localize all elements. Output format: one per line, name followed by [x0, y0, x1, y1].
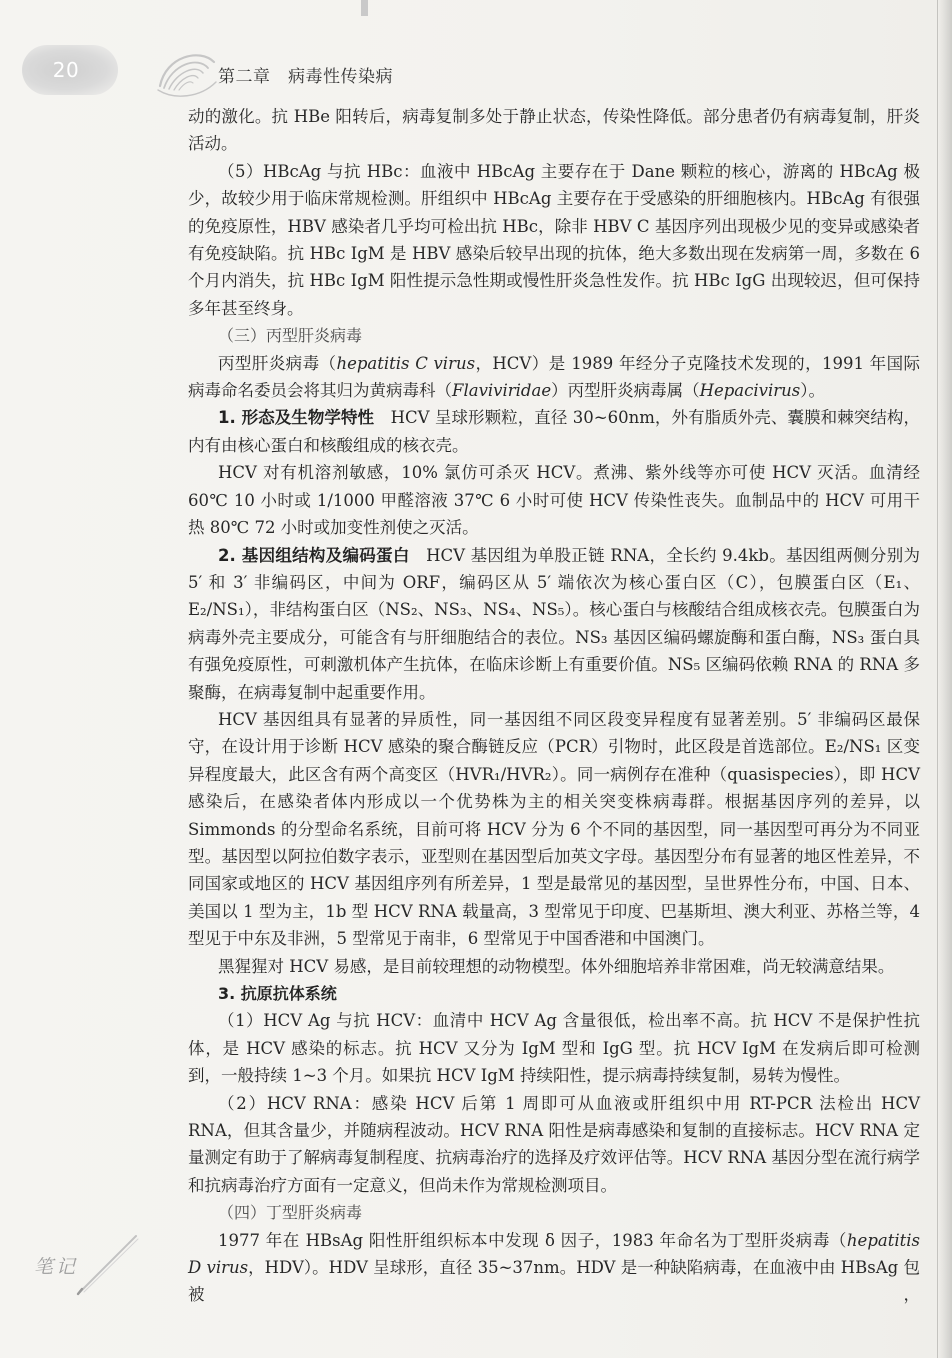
paragraph-animal-model: 黑猩猩对 HCV 易感，是目前较理想的动物模型。体外细胞培养非常困难，尚无较满意结果。: [218, 956, 895, 976]
paragraph-hbcag: （5）HBcAg 与抗 HBc：血液中 HBcAg 主要存在于 Dane 颗粒的核心，游离的 HBcAg 极少，故较少用于临床常规检测。肝组织中 HBcAg 主要存在于受感染的肝细胞核内。HBcAg 有很强的免疫原性，HBV 感染者几乎均可检出抗 HBc，除非 HBV C 基因序列出现极少见的变异或感染者有免疫缺陷。抗 HBc IgM 是 HBV 感染后较早出现的抗体，绝大多数出现在发病第一周，多数在 6 个月内消失，抗 HBc IgM 阳性提示急性期或慢性肝炎急性发作。抗 HBc IgG 出现较迟，但可保持多年甚至终身。: [188, 161, 920, 318]
pen-icon: [76, 1232, 142, 1296]
text-run: ）。: [800, 381, 825, 401]
latin-term-italic: Hepacivirus: [699, 381, 801, 401]
paragraph-inactivation: HCV 对有机溶剂敏感，10% 氯仿可杀灭 HCV。煮沸、紫外线等亦可使 HCV 灭活。血清经 60℃ 10 小时或 1/1000 甲醛溶液 37℃ 6 小时可使 HCV 传染性丧失。血制品中的 HCV 可用干热 80℃ 72 小时或加变性剂使之灭活。: [188, 463, 920, 538]
body-text: [188, 103, 920, 1309]
paragraph-genome: [188, 542, 920, 706]
latin-term-italic: hepatitis D virus: [188, 1230, 920, 1278]
chapter-title: 第二章 病毒性传染病: [218, 67, 393, 87]
section-heading-hdv: （四）丁型肝炎病毒: [218, 1203, 363, 1223]
subsection-heading-antigen: 3. 抗原抗体系统: [218, 984, 337, 1003]
paragraph-hdv-intro: [188, 1227, 920, 1309]
binding-shadow: [937, 0, 952, 1358]
latin-term-italic: Flaviviridae: [452, 381, 552, 401]
margin-notes: [28, 1232, 148, 1302]
paragraph-morphology: [188, 404, 920, 459]
paragraph-genotypes: HCV 基因组具有显著的异质性，同一基因组不同区段变异程度有显著差别。5′ 非编码区最保守，在设计用于诊断 HCV 感染的聚合酶链反应（PCR）引物时，此区段是首选部位。E₂/NS₁ 区变异程度最大，此区含有两个高变区（HVR₁/HVR₂）。同一病例存在准种（quasispecies），即 HCV 感染后，在感染者体内形成以一个优势株为主的相关突变株病毒群。根据基因序列的差异，以 Simmonds 的分型命名系统，目前可将 HCV 分为 6 个不同的基因型，同一基因型可再分为不同亚型。基因型以阿拉伯数字表示，亚型则在基因型后加英文字母。基因型分布有显著的地区性差异，不同国家或地区的 HCV 基因组序列有所差异，1 型是最常见的基因型，呈世界性分布，中国、日本、美国以 1 型为主，1b 型 HCV RNA 载量高，3 型常见于印度、巴基斯坦、澳大利亚、苏格兰等，4 型见于中东及非洲，5 型常见于南非，6 型常见于中国香港和中国澳门。: [188, 709, 920, 949]
latin-term-italic: hepatitis C virus: [336, 353, 476, 373]
page-number: 20: [52, 58, 80, 82]
paragraph-hcv-ag: （1）HCV Ag 与抗 HCV：血清中 HCV Ag 含量很低，检出率不高。抗 HCV 不是保护性抗体，是 HCV 感染的标志。抗 HCV 又分为 IgM 型和 IgG 型。抗 HCV IgM 在发病后即可检测到，一般持续 1~3 个月。如果抗 HCV IgM 持续阳性，提示病毒持续复制，易转为慢性。: [188, 1011, 920, 1086]
subsection-heading-genome: 2. 基因组结构及编码蛋白: [218, 545, 410, 565]
text-run: 丙型肝炎病毒（: [218, 353, 337, 373]
page-number-badge: [22, 45, 118, 95]
notes-label: 笔记: [34, 1256, 79, 1278]
text-run: HCV 呈球形颗粒，直径 30~60nm，外有脂质外壳、囊膜和棘突结构，内有由核心蛋白和核酸组成的核衣壳。: [188, 408, 920, 455]
paragraph-hcv-rna: （2）HCV RNA：感染 HCV 后第 1 周即可从血液或肝组织中用 RT-PCR 法检出 HCV RNA，但其含量少，并随病程波动。HCV RNA 阳性是病毒感染和复制的直接标志。HCV RNA 定量测定有助于了解病毒复制程度、抗病毒治疗的选择及疗效评估等。HCV RNA 基因分型在流行病学和抗病毒治疗方面有一定意义，但尚未作为常规检测项目。: [188, 1093, 920, 1195]
running-head: [0, 0, 952, 110]
text-run: HCV 基因组为单股正链 RNA，全长约 9.4kb。基因组两侧分别为 5′ 和 3′ 非编码区，中间为 ORF，编码区从 5′ 端依次为核心蛋白区（C），包膜蛋白区（E₁、E₂/NS₁），非结构蛋白区（NS₂、NS₃、NS₄、NS₅）。核心蛋白与核酸结合组成核衣壳。包膜蛋白为病毒外壳主要成分，可能含有与肝细胞结合的表位。NS₃ 基因区编码螺旋酶和蛋白酶，NS₃ 蛋白具有强免疫原性，可刺激机体产生抗体，在临床诊断上有重要价值。NS₅ 区编码依赖 RNA 的 RNA 多聚酶，在病毒复制中起重要作用。: [188, 545, 921, 702]
section-heading-hcv: （三）丙型肝炎病毒: [218, 326, 363, 346]
text-run: ，HCV）是 1989 年经分子克隆技术发现的，1991 年国际病毒命名委员会将其归为黄病毒科（: [188, 353, 920, 401]
text-run: ，HDV）。HDV 呈球形，直径 35~37nm。HDV 是一种缺陷病毒，在血液中由 HBsAg 包被，: [188, 1258, 920, 1305]
text-run: ）丙型肝炎病毒属（: [551, 381, 700, 401]
swirl-logo-icon: [152, 42, 222, 102]
text-run: 1977 年在 HBsAg 阳性肝组织标本中发现 δ 因子，1983 年命名为丁型肝炎病毒（: [218, 1230, 847, 1250]
subsection-heading-morphology: 1. 形态及生物学特性: [218, 408, 375, 428]
paragraph-hcv-intro: [188, 350, 920, 405]
paragraph-hbe-continuation: 动的激化。抗 HBe 阳转后，病毒复制多处于静止状态，传染性降低。部分患者仍有病毒复制，肝炎活动。: [188, 107, 920, 154]
